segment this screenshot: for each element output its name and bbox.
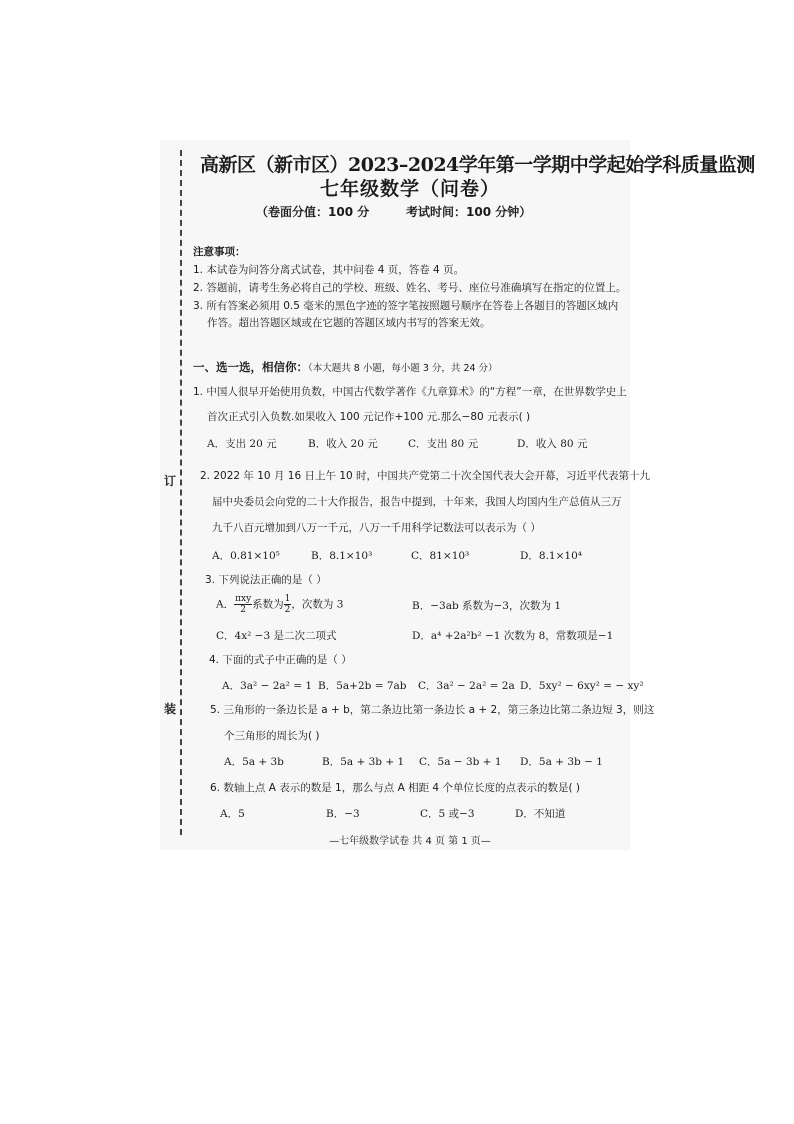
q6-option-c: C．5 或−3 xyxy=(420,808,475,820)
exam-title: 高新区（新市区）2023–2024学年第一学期中学起始学科质量监测 xyxy=(200,154,755,176)
note-item: 2. 答题前，请考生务必将自己的学校、班级、姓名、考号、座位号准确填写在指定的位置上。 xyxy=(193,282,627,294)
q1-line1: 1. 中国人很早开始使用负数，中国古代数学著作《九章算术》的“方程”一章，在世界数学史上 xyxy=(193,386,627,398)
q6-option-d: D．不知道 xyxy=(515,808,566,820)
section1-title: 一、选一选，相信你： xyxy=(193,360,308,374)
q3-option-b: B．−3ab 系数为−3，次数为 1 xyxy=(412,600,562,612)
q4-option-a: A．3a² − 2a² = 1 xyxy=(222,680,313,692)
q6-option-a: A．5 xyxy=(220,808,245,820)
q5-option-a: A．5a + 3b xyxy=(224,756,284,768)
section1-heading xyxy=(193,359,498,375)
q4-option-c: C．3a² − 2a² = 2a xyxy=(418,680,515,692)
q2-line3: 九千八百元增加到八万一千元，八万一千用科学记数法可以表示为（ ） xyxy=(212,522,541,534)
note-item: 作答。超出答题区域或在它题的答题区域内书写的答案无效。 xyxy=(207,317,491,329)
q2-option-d: D．8.1×10⁴ xyxy=(520,550,582,562)
q1-option-d: D．收入 80 元 xyxy=(517,438,588,450)
q3-option-a-prefix: A． xyxy=(216,598,235,611)
q2-line2: 届中央委员会向党的二十大作报告，报告中提到，十年来，我国人均国内生产总值从三万 xyxy=(212,496,622,508)
q4-option-b: B．5a+2b = 7ab xyxy=(318,680,407,692)
q4-option-d: D．5xy² − 6xy² = − xy² xyxy=(520,680,644,692)
binding-char-ding: 订 xyxy=(164,474,177,488)
q3-option-a xyxy=(216,594,343,615)
q3-option-a-denominator: 2 xyxy=(240,605,246,615)
q2-option-a: A．0.81×10⁵ xyxy=(212,550,280,562)
q2-option-b: B．8.1×10³ xyxy=(311,550,373,562)
q2-option-c: C．81×10³ xyxy=(411,550,470,562)
q3-option-a-mid: 系数为 xyxy=(252,598,284,611)
note-item: 1. 本试卷为问答分离式试卷，其中问卷 4 页，答卷 4 页。 xyxy=(193,264,465,276)
q6-option-b: B．−3 xyxy=(326,808,360,820)
q3-option-a-fraction xyxy=(234,594,252,615)
q3-option-c: C．4x² −3 是二次二项式 xyxy=(216,630,337,642)
q3-stem: 3. 下列说法正确的是（ ） xyxy=(205,574,327,586)
binding-char-zhuang: 装 xyxy=(164,702,177,716)
q5-line1: 5. 三角形的一条边长是 a + b，第二条边比第一条边长 a + 2，第三条边比第二条边短 3，则这 xyxy=(210,704,655,716)
note-item: 3. 所有答案必须用 0.5 毫米的黑色字迹的签字笔按照题号顺序在答卷上各题目的答题区域内 xyxy=(193,300,619,312)
exam-subtitle: 七年级数学（问卷） xyxy=(319,178,500,200)
q5-line2: 个三角形的周长为( ) xyxy=(224,730,320,742)
q1-option-b: B．收入 20 元 xyxy=(308,438,378,450)
q4-stem: 4. 下面的式子中正确的是（ ） xyxy=(209,654,352,666)
q5-option-b: B．5a + 3b + 1 xyxy=(322,756,405,768)
q2-line1: 2. 2022 年 10 月 16 日上午 10 时，中国共产党第二十次全国代表大会开幕，习近平代表第十九 xyxy=(200,470,651,482)
time-label: 考试时间：100 分钟） xyxy=(406,205,532,219)
page-footer: —七年级数学试卷 共 4 页 第 1 页— xyxy=(329,836,491,847)
score-label: （卷面分值：100 分 xyxy=(256,205,370,219)
notes-heading: 注意事项： xyxy=(193,246,246,258)
q3-option-a-suffix: ，次数为 3 xyxy=(291,598,344,611)
q1-option-a: A．支出 20 元 xyxy=(207,438,277,450)
q1-line2: 首次正式引入负数.如果收入 100 元记作+100 元.那么−80 元表示( ) xyxy=(207,411,531,423)
binding-dashed-line xyxy=(180,150,182,835)
q3-coef-denominator: 2 xyxy=(284,605,291,615)
q5-option-d: D．5a + 3b − 1 xyxy=(520,756,603,768)
q6-stem: 6. 数轴上点 A 表示的数是 1，那么与点 A 相距 4 个单位长度的点表示的数是( ) xyxy=(210,782,580,794)
q3-option-a-numerator: πxy xyxy=(235,594,252,604)
q3-coef-numerator: 1 xyxy=(284,594,291,604)
q3-option-d: D．a⁴ +2a²b² −1 次数为 8，常数项是−1 xyxy=(412,630,614,642)
section1-note: （本大题共 8 小题，每小题 3 分，共 24 分） xyxy=(308,363,498,374)
q5-option-c: C．5a − 3b + 1 xyxy=(419,756,502,768)
q1-option-c: C．支出 80 元 xyxy=(408,438,479,450)
